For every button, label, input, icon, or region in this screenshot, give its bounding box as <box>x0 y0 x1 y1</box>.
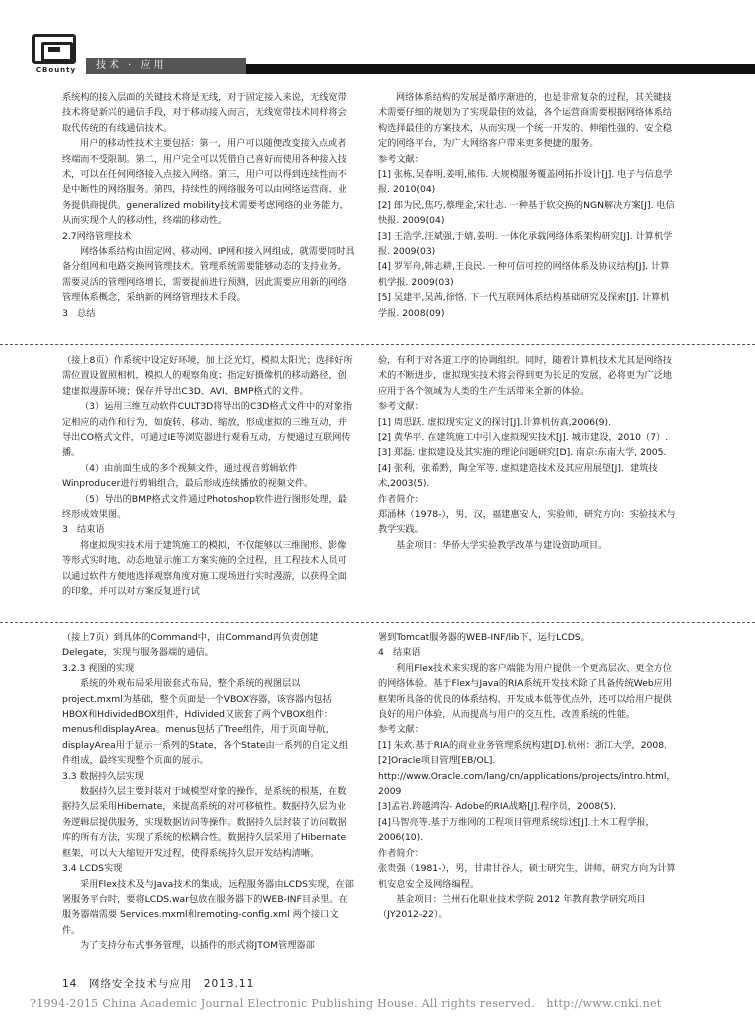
page-footer: 14 网络安全技术与应用 2013.11 <box>62 978 255 990</box>
journal-logo <box>28 34 84 80</box>
sec3-left-column <box>62 630 355 954</box>
paragraph: 网络体系结构由固定网、移动网、IP网和接入网组成，就需要同时具备分组网和电路交换网管理技术。管理系统需要能够动态的支持业务，需要灵活的管理网络增长，需要提前进行预测，因此需要应用新的网络管理体系概念，采纳新的网络管理技术手段。 <box>62 246 355 304</box>
reference-item: [4]马智亮等.基于万维网的工程项目管理系统综述[J].土木工程学报，2006(10). <box>378 816 655 844</box>
author-bio: 张贵强（1981-），男，甘肃甘谷人，硕士研究生，讲师，研究方向为计算机安息安全及网络编程。 <box>378 863 676 890</box>
paragraph: （4）由前面生成的多个视频文件，通过视音剪辑软件Winproducer进行剪辑组合，最后形成连续播放的视频文件。 <box>62 462 314 490</box>
reference-item: [4] 张利，张希黔，陶全军等. 虚拟建造技术及其应用展望[J]．建筑技术,2003(5). <box>378 462 658 490</box>
references-heading: 参考文献： <box>378 401 424 413</box>
section-heading: 4 结束语 <box>378 647 421 659</box>
reference-item: [3] 郑磊. 虚拟建设及其实施的理论问题研究[D]. 南京:东南大学, 2005. <box>378 447 667 459</box>
reference-item: [1] 周思跃. 虚拟现实定义的探讨[J].计算机仿真,2006(9). <box>378 416 611 428</box>
sec1-left-column <box>62 90 355 321</box>
logo-text: CBounty <box>35 66 77 74</box>
author-bio: 郑涌林（1978-），男，汉，福建惠安人，实验师，研究方向：实验技术与教学实践。 <box>378 509 676 536</box>
section-heading: 3.4 LCDS实现 <box>62 863 123 875</box>
paragraph: 网络体系结构的发展是循序渐进的，也是非常复杂的过程，其关键技术需要仔细的规划为了实现最佳的效益，各个运营商需要根据网络体系结构选择最佳的方案技术，从而实现一个统一开发的、伸缩性强的、安全稳定的网络平台，为广大网络客户带来更多便捷的服务。 <box>378 92 672 150</box>
paragraph: （5）导出的BMP格式文件通过Photoshop软件进行图形处理，最终形成效果图。 <box>62 493 347 521</box>
section-heading: 3 结束语 <box>62 524 105 536</box>
paragraph: 利用Flex技术来实现的客户端能为用户提供一个更高层次、更全方位的网络体验。基于Flex与Java的RIA系统开发技术除了具备传统Web应用框架所具备的优良的体系结构、开发成本低等优点外，还可以给用户提供良好的用户体验，从而提高与用户的交互性，改善系统的性能。 <box>378 662 673 721</box>
funding-note: 基金项目：华侨大学实验教学改革与建设资助项目。 <box>396 539 608 551</box>
paragraph: 将虚拟现实技术用于建筑施工的模拟，不仅能够以三维图形、影像等形式实时地、动态地显示施工方案实施的全过程，且工程技术人员可以通过软件方便地选择观察角度对施工现场进行实时漫游，以获得全面的印象，并可以对方案反复进行试 <box>62 539 347 598</box>
section-label: 技术 · 应用 <box>96 60 167 71</box>
section-heading: 2.7网络管理技术 <box>62 230 132 242</box>
section-heading: 3.3 数据持久层实现 <box>62 770 144 782</box>
sec2-right-column <box>378 353 676 553</box>
sec1-right-column <box>378 90 676 321</box>
section-divider <box>0 622 755 623</box>
paragraph: 采用Flex技术及与Java技术的集成，远程服务器由LCDS实现，在部署服务平台时，要将LCDS.war包放在服务器下的WEB-INF目录里。在服务器端需要 Services.mxml和remoting-config.xml 两个接口文件。 <box>62 878 354 936</box>
reference-item: [5] 吴建平,吴茜,徐恪. 下一代互联网体系结构基础研究及探索[J]. 计算机学报. 2008(09) <box>378 292 670 319</box>
section-heading: 3.2.3 视图的实现 <box>62 662 135 674</box>
reference-item: [2] 郎为民,焦巧,蔡理金,宋壮志. 一种基于软交换的NGN解决方案[J]. 电信快报. 2009(04) <box>378 199 675 227</box>
paragraph: （3）运用三维互动软件CULT3D将导出的C3D格式文件中的对象指定相应的动作和行为，如旋转、移动、缩放，形成虚拟的三维互动，并导出CO格式文件，可通过IE等浏览器进行观看互动，方便通过互联网传播。 <box>62 401 353 459</box>
reference-item: [2] 黄华平. 在建筑施工中引入虚拟现实技术[J]. 城市建设，2010（7）. <box>378 432 669 444</box>
funding-note: 基金项目：兰州石化职业技术学院 2012 年教育教学研究项目（JY2012-22）。 <box>378 893 646 921</box>
paragraph: 系统的外观布局采用嵌套式布局，整个系统的视图层以project.mxml为基础，整个页面是一个VBOX容器，该容器内包括HBOX和HdividedBOX组件，Hdivided又嵌套了两个VBOX组件：menus和displayArea。menus包括了Tree组件，用于页面导航，displayArea用于显示一系列的State，各个State由一系列的自定义组件组成，最终实现整个页面的展示。 <box>62 678 349 767</box>
references-heading: 参考文献： <box>378 724 424 736</box>
paragraph: 验，有利于对各道工序的协调组织。同时，随着计算机技术尤其是网络技术的不断进步，虚拟现实技术将会得到更为长足的发展，必将更为广泛地应用于各个领域为人类的生产生活带来全新的体验。 <box>378 355 672 397</box>
reference-item: [3] 王浩学,汪斌强,于婧,姜明. 一体化承载网络体系架构研究[J]. 计算机学报. 2009(03) <box>378 230 673 258</box>
reference-item: [1] 张栋,吴春明,姜明,熊伟. 大规模服务覆盖网拓扑设计[J]. 电子与信息学报. 2010(04) <box>378 169 673 196</box>
author-heading: 作者简介： <box>378 847 424 859</box>
sec2-left-column <box>62 353 355 600</box>
author-heading: 作者简介： <box>378 493 424 505</box>
reference-item: [2]Oracle项目管理[EB/OL]. http://www.Oracle.com/lang/cn/applications/projects/intro.html，2009 <box>378 755 676 798</box>
section-heading: 3 总结 <box>62 307 96 319</box>
paragraph: 署到Tomcat服务器的WEB-INF/lib下，运行LCDS。 <box>378 632 590 643</box>
reference-item: [1] 朱欢.基于RIA的商业业务管理系统构建[D].杭州：浙江大学，2008. <box>378 739 668 751</box>
section-divider <box>0 344 755 345</box>
paragraph: （接上7页）到具体的Command中，由Command再负责创建Delegate，实现与服务器端的通信。 <box>62 632 319 659</box>
paragraph: 数据持久层主要封装对于域模型对象的操作，是系统的根基，在数据持久层采用Hibernate，来提高系统的对可移植性。数据持久层为业务逻辑层提供服务，实现数据访问等操作。数据持久层封装了访问数据库的所有方法，实现了系统的松耦合性。数据持久层采用了Hibernate框架，可以大大缩短开发过程，使得系统持久层开发结构清晰。 <box>62 786 347 859</box>
sec3-right-column <box>378 630 676 923</box>
journal-logo-icon <box>32 34 76 64</box>
references-heading: 参考文献： <box>378 153 424 165</box>
reference-item: [3]孟岩.跨越鸿沟- Adobe的RIA战略[J].程序员，2008(5). <box>378 801 617 813</box>
paragraph: 为了支持分布式事务管理，以插件的形式将JTOM管理器部 <box>80 940 315 952</box>
copyright-watermark: ?1994-2015 China Academic Journal Electronic Publishing House. All rights reserved. http://www.cnki.net <box>30 997 662 1010</box>
paragraph: 系统构的接入层面的关键技术将是无线，对于固定接入来说，无线宽带技术将是新兴的通信手段，对于移动接入而言，无线宽带技术同样将会取代传统的有线通信技术。 <box>62 92 347 134</box>
reference-item: [4] 罗军舟,韩志耕,王良民. 一种可信可控的网络体系及协议结构[J]. 计算机学报. 2009(03) <box>378 261 670 288</box>
paragraph: 用户的移动性技术主要包括：第一，用户可以随便改变接入点或者终端而不受限制。第二，用户完全可以凭借自己喜好而使用各种接入技术，可以在任何网络接入点接入网络。第三，用户可以得到连续性而不是中断性的网络服务。第四，持续性的网络服务可以由网络运营商、业务提供商提供。generalized mobility技术需要考虑网络的业务能力，从而实现个人的移动性，终端的移动性。 <box>62 138 349 227</box>
paragraph: （接上8页）作系统中设定好环境，加上泛光灯，模拟太阳光；选择好所需位置设置照相机，模拟人的观察角度；指定好摄像机的移动路径，创建虚拟漫游环境；保存并导出C3D、AVI、BMP格式的文件。 <box>62 355 353 397</box>
